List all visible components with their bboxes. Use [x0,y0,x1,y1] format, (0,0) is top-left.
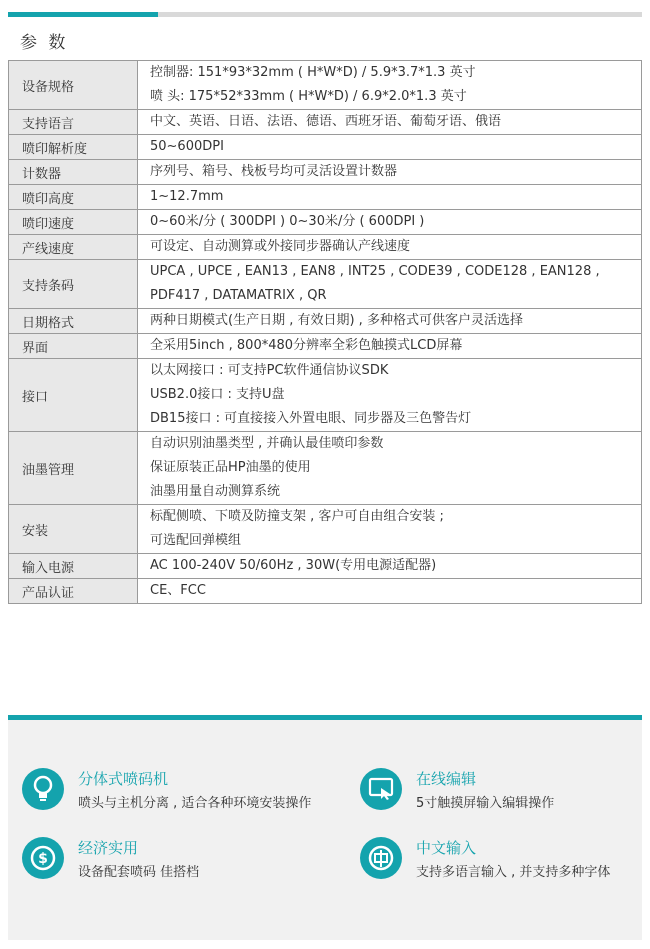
feature-split-printer [22,768,322,818]
spec-value [138,210,642,235]
spec-value [138,135,642,160]
spec-row [9,160,642,185]
dollar-icon [22,837,64,879]
spec-row [9,432,642,505]
feature-desc: 支持多语言输入 , 并支持多种字体 [416,865,611,880]
spec-label: 设备规格 [9,61,138,110]
spec-table [8,60,642,604]
spec-row [9,334,642,359]
feature-desc: 设备配套喷码 佳搭档 [78,865,200,880]
spec-value-line: 序列号、箱号、栈板号均可灵活设置计数器 [150,164,398,179]
spec-label: 计数器 [9,160,138,185]
spec-value [138,110,642,135]
spec-row [9,579,642,604]
touchscreen-icon [360,768,402,810]
spec-value-line: 油墨用量自动测算系统 [150,484,281,499]
spec-label: 界面 [9,334,138,359]
spec-label: 接口 [9,359,138,432]
spec-value-line: 自动识别油墨类型 , 并确认最佳喷印参数 [150,436,384,451]
spec-value [138,334,642,359]
spec-value [138,260,642,309]
spec-value-line: AC 100-240V 50/60Hz , 30W(专用电源适配器) [150,558,437,573]
feature-economical [22,837,322,887]
spec-value-line: 两种日期模式(生产日期 , 有效日期) , 多种格式可供客户灵活选择 [150,313,523,328]
feature-title: 经济实用 [78,839,139,857]
spec-label: 产品认证 [9,579,138,604]
spec-value-line: 标配侧喷、下喷及防撞支架 , 客户可自由组合安装 ; [150,509,444,524]
spec-row [9,210,642,235]
top-divider [8,12,642,17]
spec-value-line: 50~600DPI [150,139,224,154]
feature-chinese-input [360,837,650,887]
spec-row [9,61,642,110]
feature-title: 在线编辑 [416,770,477,788]
spec-value [138,554,642,579]
spec-value-line: 1~12.7mm [150,189,224,204]
svg-text:$: $ [38,851,48,867]
spec-value [138,235,642,260]
spec-row [9,554,642,579]
spec-value-line: CE、FCC [150,583,206,598]
feature-desc: 喷头与主机分离 , 适合各种环境安装操作 [78,796,312,811]
spec-row [9,505,642,554]
spec-row [9,359,642,432]
spec-value-line: UPCA , UPCE , EAN13 , EAN8 , INT25 , CODE39 , CODE128 , EAN128 , [150,264,600,279]
feature-online-edit [360,768,650,818]
spec-row [9,110,642,135]
section-title: 参 数 [20,33,69,53]
spec-row [9,309,642,334]
spec-label: 支持语言 [9,110,138,135]
spec-label: 喷印高度 [9,185,138,210]
spec-value [138,309,642,334]
spec-value-line: 以太网接口 : 可支持PC软件通信协议SDK [150,363,389,378]
chinese-char-icon [360,837,402,879]
spec-label: 产线速度 [9,235,138,260]
features-accent-bar [8,715,642,720]
spec-label: 输入电源 [9,554,138,579]
spec-row [9,235,642,260]
spec-value-line: 全采用5inch , 800*480分辨率全彩色触摸式LCD屏幕 [150,338,463,353]
spec-value [138,505,642,554]
feature-title: 中文输入 [416,839,477,857]
spec-value [138,61,642,110]
spec-label: 支持条码 [9,260,138,309]
spec-label: 安装 [9,505,138,554]
spec-value-line: 控制器: 151*93*32mm ( H*W*D) / 5.9*3.7*1.3 英寸 [150,65,476,80]
spec-value-line: 可选配回弹模组 [150,533,242,548]
spec-value [138,160,642,185]
spec-value [138,579,642,604]
spec-value-line: 保证原装正品HP油墨的使用 [150,460,311,475]
bulb-icon [22,768,64,810]
spec-value-line: 可设定、自动测算或外接同步器确认产线速度 [150,239,411,254]
spec-value [138,185,642,210]
spec-value [138,432,642,505]
spec-value-line: DB15接口 : 可直接接入外置电眼、同步器及三色警告灯 [150,411,472,426]
spec-label: 喷印解析度 [9,135,138,160]
spec-value [138,359,642,432]
features-panel [8,715,642,940]
spec-label: 日期格式 [9,309,138,334]
spec-label: 喷印速度 [9,210,138,235]
top-divider-accent [8,12,158,17]
spec-value-line: 中文、英语、日语、法语、德语、西班牙语、葡萄牙语、俄语 [150,114,502,129]
spec-value-line: PDF417 , DATAMATRIX , QR [150,288,327,303]
feature-desc: 5寸触摸屏输入编辑操作 [416,796,555,811]
spec-value-line: USB2.0接口 : 支持U盘 [150,387,285,402]
spec-value-line: 喷 头: 175*52*33mm ( H*W*D) / 6.9*2.0*1.3 英寸 [150,89,467,104]
feature-title: 分体式喷码机 [78,770,169,788]
spec-label: 油墨管理 [9,432,138,505]
spec-row [9,260,642,309]
spec-value-line: 0~60米/分 ( 300DPI ) 0~30米/分 ( 600DPI ) [150,214,425,229]
spec-row [9,185,642,210]
spec-row [9,135,642,160]
